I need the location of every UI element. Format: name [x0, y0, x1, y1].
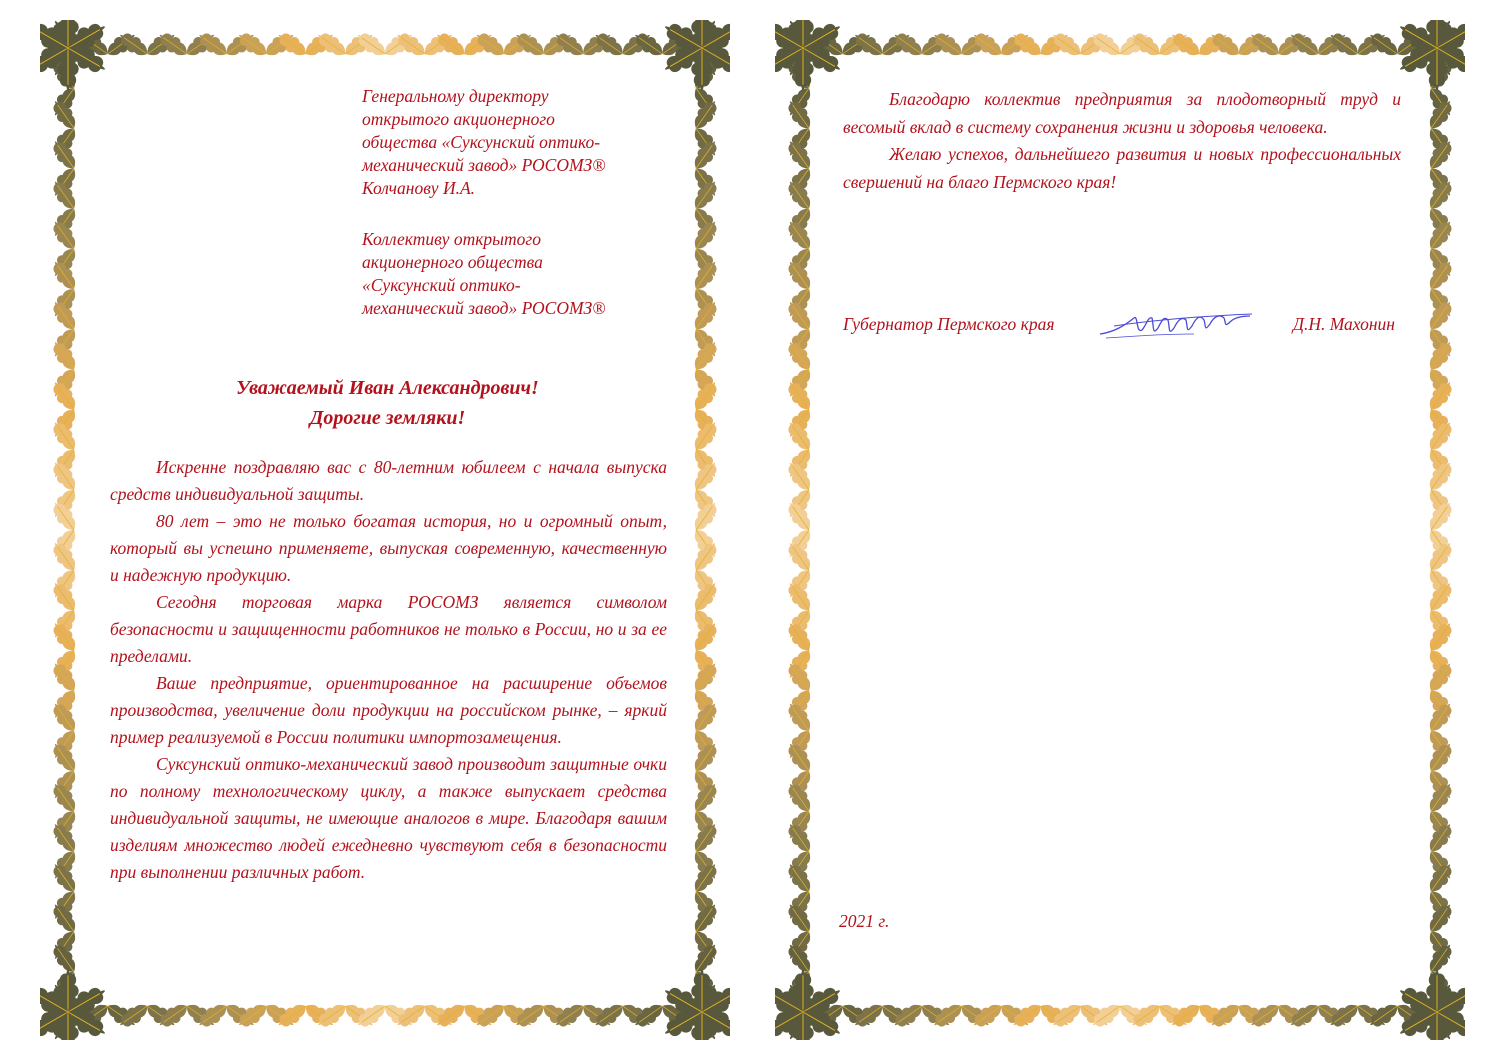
- letter-page-right: [775, 20, 1465, 1040]
- address-line: общества «Суксунский оптико-: [362, 132, 601, 152]
- paragraph: Искренне поздравляю вас с 80-летним юбилеем с начала выпуска средств индивидуальной защиты.: [110, 457, 667, 504]
- paragraph: Сегодня торговая марка РОСОМЗ является символом безопасности и защищенности работников не только в России, но и за ее пределами.: [110, 592, 667, 666]
- letter-page-left: [40, 20, 730, 1040]
- greeting-line: Уважаемый Иван Александрович!: [236, 377, 539, 399]
- address-line: открытого акционерного: [362, 109, 555, 129]
- address-line: механический завод» РОСОМЗ®: [362, 298, 606, 318]
- signature-block: [843, 304, 1395, 344]
- handwritten-signature: [1094, 304, 1254, 344]
- address-line: Колчанову И.А.: [362, 178, 476, 198]
- letter-body: [110, 454, 667, 886]
- paragraph: Благодарю коллектив предприятия за плодотворный труд и весомый вклад в систему сохранения жизни и здоровья человека.: [843, 89, 1401, 137]
- paragraph: Желаю успехов, дальнейшего развития и новых профессиональных свершений на благо Пермского края!: [843, 144, 1401, 192]
- paragraph: Ваше предприятие, ориентированное на расширение объемов производства, увеличение доли продукции на российском рынке, – яркий пример реализуемой в России политики импортозамещения.: [110, 673, 667, 747]
- paragraph: Суксунский оптико-механический завод производит защитные очки по полному технологическому циклу, а также выпускает средства индивидуальной защиты, не имеющие аналогов в мире. Благодаря вашим изделиям множество людей ежедневно чувствуют себя в безопасности при выполнении различных работ.: [110, 754, 667, 882]
- address-line: «Суксунский оптико-: [362, 275, 521, 295]
- address-line: механический завод» РОСОМЗ®: [362, 155, 606, 175]
- address-line: акционерного общества: [362, 252, 543, 272]
- addressee-collective: [362, 228, 692, 320]
- letter-body-continued: [843, 86, 1401, 196]
- paragraph: 80 лет – это не только богатая история, но и огромный опыт, который вы успешно применяете, выпуская современную, качественную и надежную продукцию.: [110, 511, 667, 585]
- signatory-position: Губернатор Пермского края: [843, 314, 1055, 334]
- greeting: [110, 373, 665, 433]
- address-line: Коллективу открытого: [362, 229, 541, 249]
- address-line: Генеральному директору: [362, 86, 549, 106]
- letter-year: 2021 г.: [839, 911, 890, 931]
- addressee-director: [362, 85, 692, 200]
- signatory-name: Д.Н. Махонин: [1292, 314, 1395, 334]
- greeting-line: Дорогие земляки!: [309, 407, 466, 429]
